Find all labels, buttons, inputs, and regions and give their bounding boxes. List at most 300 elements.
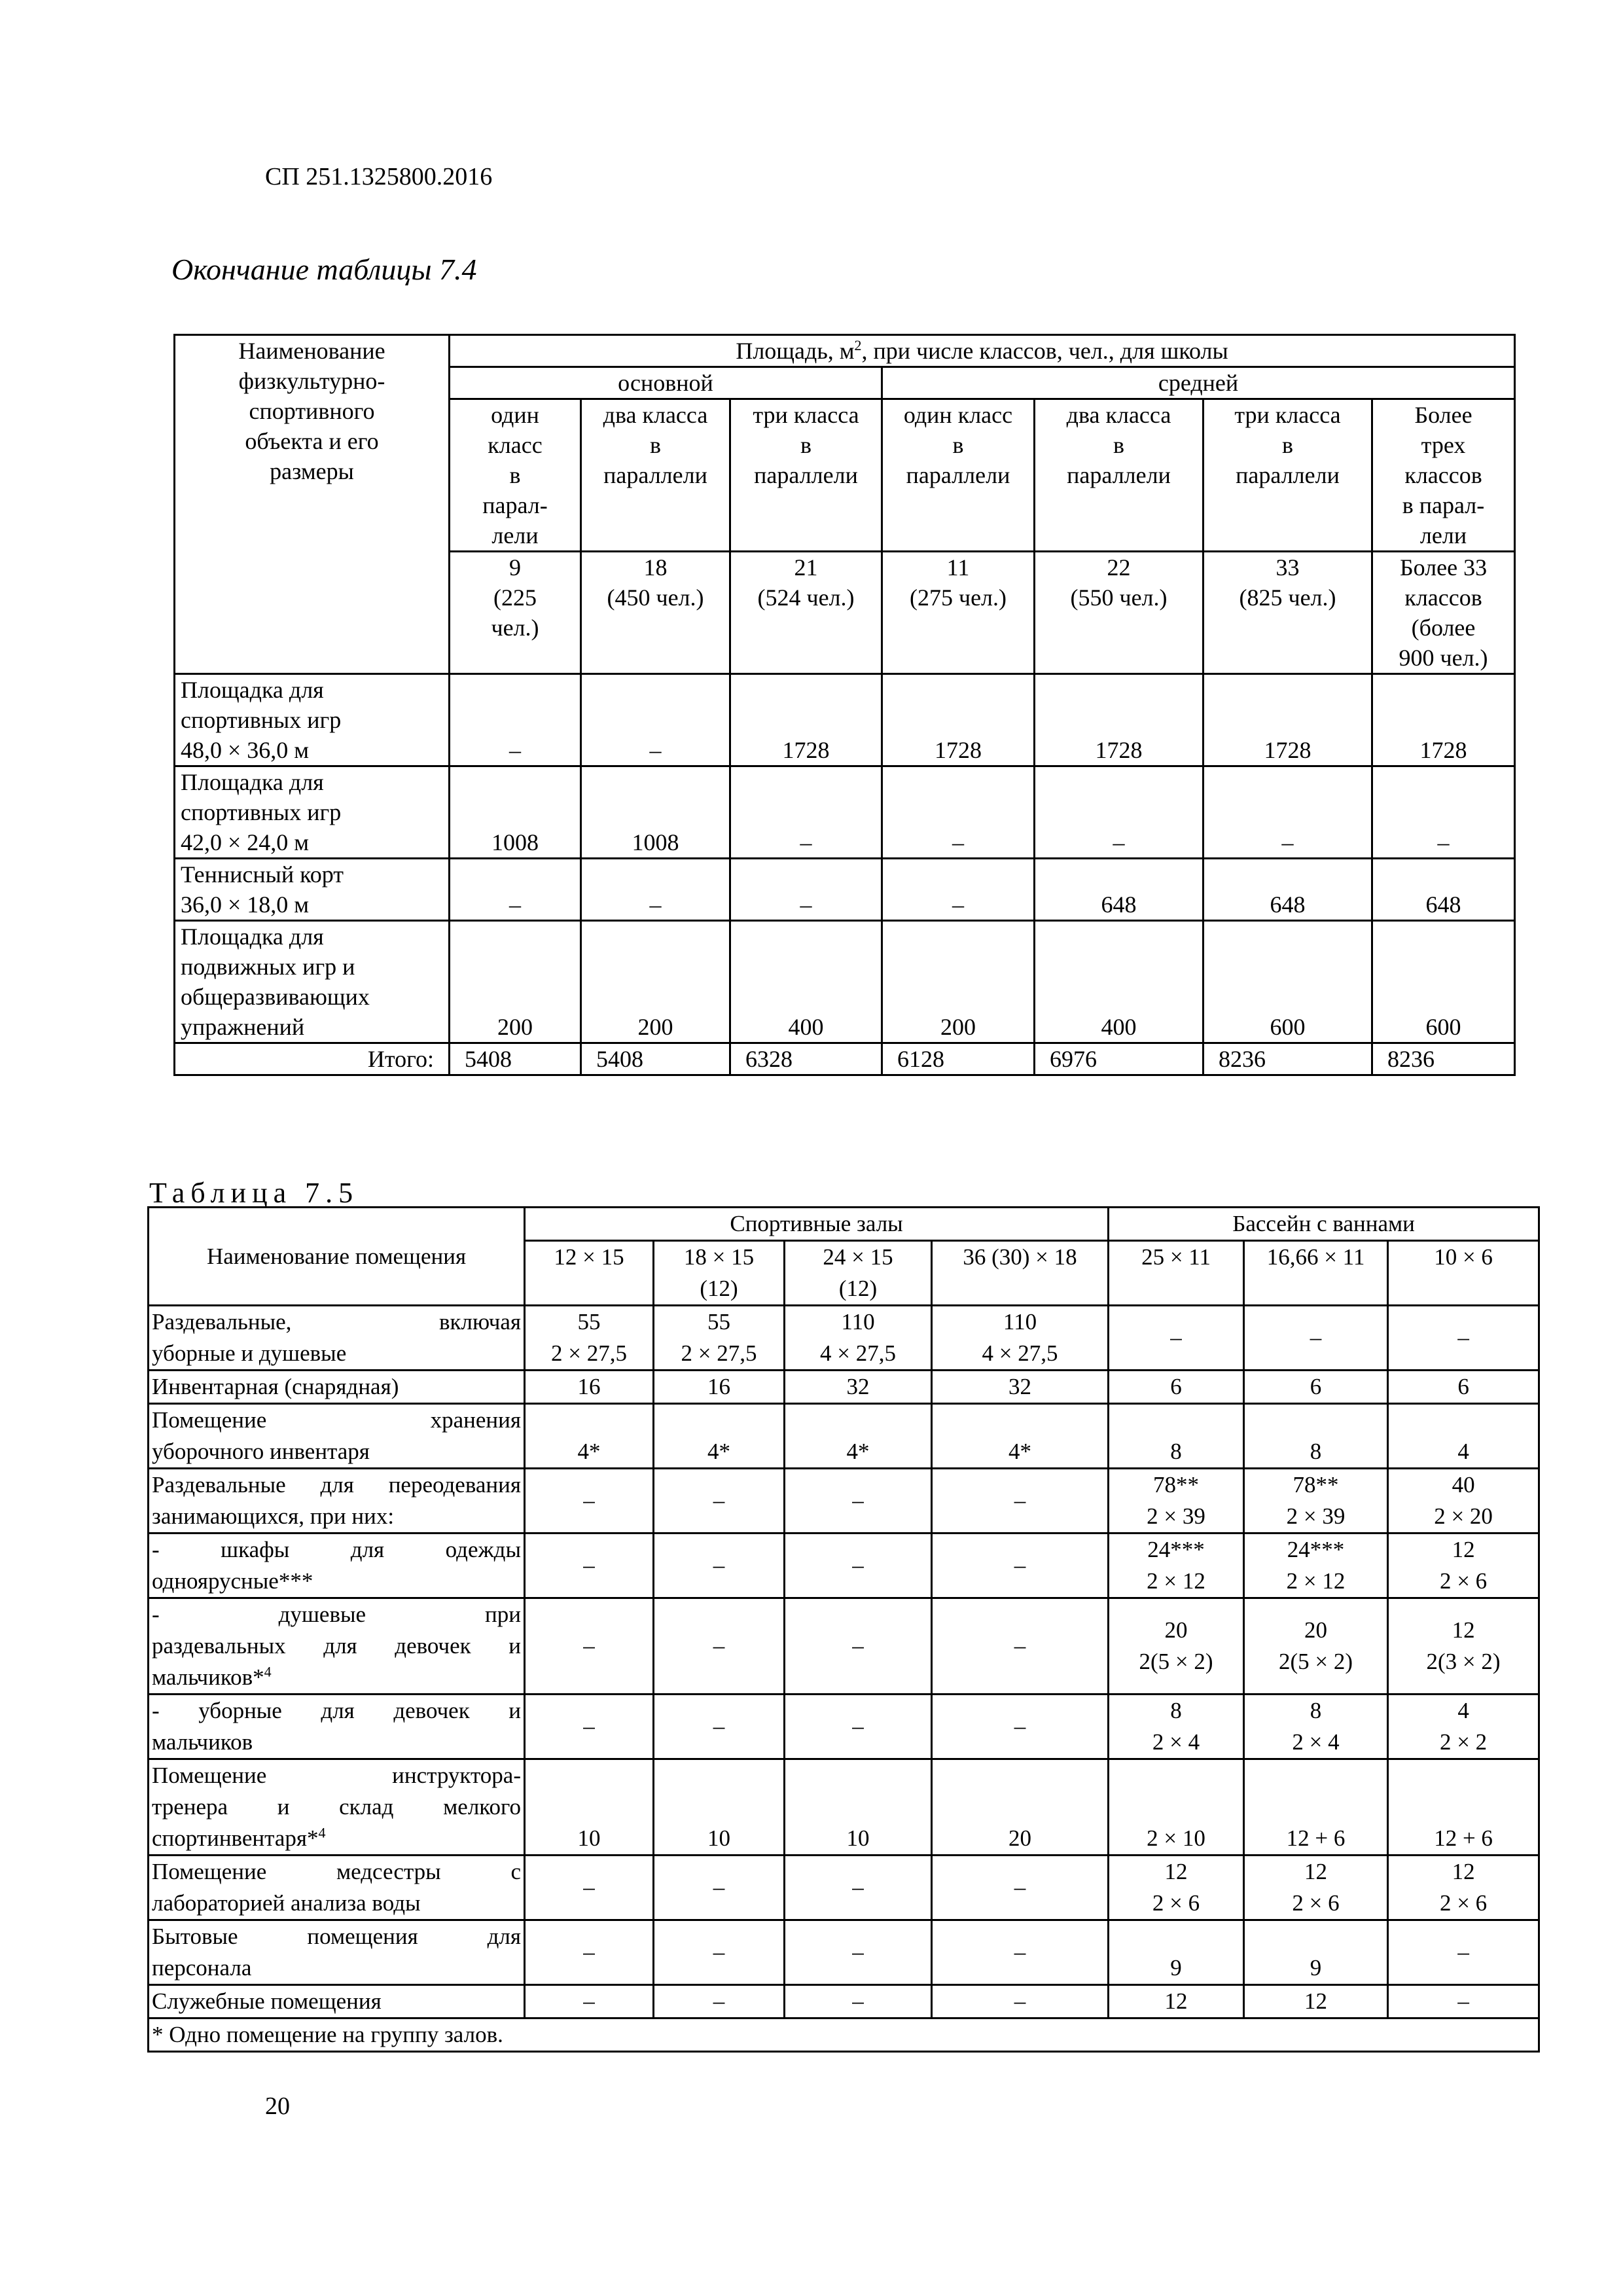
- column-size-cell: [932, 1241, 1109, 1306]
- cell-line: [152, 1823, 521, 1854]
- cell-line: 48,0 × 36,0 м: [181, 737, 310, 763]
- cell-line: (825 чел.): [1239, 584, 1336, 611]
- total-value-cell: 8236: [1372, 1043, 1515, 1075]
- column-title-cell: [1035, 399, 1204, 552]
- cell-line: 8: [1310, 1698, 1322, 1723]
- cell-line: два класса: [603, 402, 708, 428]
- cell-line: –: [583, 1633, 595, 1659]
- table-row: [149, 1856, 1539, 1920]
- cell-line: спортивных игр: [181, 799, 342, 825]
- cell-line: параллели: [754, 462, 858, 488]
- cell-line: –: [713, 1552, 725, 1578]
- cell-line: размеры: [270, 458, 354, 484]
- cell-line: –: [583, 1713, 595, 1739]
- row-label-cell: [149, 1306, 525, 1371]
- value-cell: 648: [1035, 859, 1204, 921]
- cell-line: Раздевальные, включая: [152, 1309, 521, 1335]
- cell-line: 32: [1008, 1374, 1032, 1399]
- cell-line: 2 × 6: [1152, 1890, 1200, 1916]
- value-cell: [525, 1469, 654, 1534]
- cell-line: –: [1014, 1488, 1026, 1513]
- value-cell: [785, 1920, 932, 1985]
- header-area-cell: [450, 335, 1515, 367]
- cell-line: –: [713, 1988, 725, 2014]
- value-cell: [654, 1985, 785, 2018]
- cell-line: 4 × 27,5: [982, 1340, 1058, 1366]
- table-7-5-caption: Таблица 7.5: [149, 1177, 359, 1209]
- value-cell: [1109, 1534, 1244, 1598]
- cell-line: параллели: [1067, 462, 1171, 488]
- value-cell: –: [730, 766, 882, 859]
- value-cell: [785, 1404, 932, 1469]
- value-cell: –: [882, 859, 1035, 921]
- group-basic-cell: основной: [450, 367, 882, 399]
- column-count-cell: [450, 552, 581, 674]
- cell-line-text: спортинвентаря*: [152, 1825, 319, 1851]
- value-cell: [1109, 1856, 1244, 1920]
- header-row: [149, 1208, 1539, 1241]
- cell-line: персонала: [152, 1955, 252, 1981]
- cell-line: три класса: [1234, 402, 1341, 428]
- cell-line: –: [1014, 1939, 1026, 1965]
- column-count-cell: [581, 552, 730, 674]
- table-row: [149, 1920, 1539, 1985]
- cell-line: 2 × 12: [1286, 1568, 1346, 1594]
- cell-line: 4*: [846, 1439, 870, 1464]
- cell-line: (12): [838, 1276, 878, 1301]
- cell-line: 2(5 × 2): [1139, 1649, 1213, 1674]
- cell-line: один класс: [903, 402, 1013, 428]
- value-cell: [525, 1371, 654, 1404]
- row-label-cell: [149, 1534, 525, 1598]
- cell-line: 4*: [1008, 1439, 1032, 1464]
- cell-line: 4: [1457, 1439, 1469, 1464]
- value-cell: –: [581, 859, 730, 921]
- cell-line: общеразвивающих: [181, 984, 370, 1010]
- cell-line: 10 × 6: [1434, 1244, 1493, 1270]
- value-cell: [654, 1404, 785, 1469]
- value-cell: 1728: [1372, 674, 1515, 766]
- cell-line: 4: [1457, 1698, 1469, 1723]
- value-cell: [1244, 1598, 1388, 1695]
- table-row: [175, 921, 1515, 1043]
- value-cell: [932, 1598, 1109, 1695]
- cell-line: 12 + 6: [1434, 1825, 1493, 1851]
- cell-line: –: [852, 1488, 864, 1513]
- cell-line: (550 чел.): [1070, 584, 1168, 611]
- cell-line: раздевальных для девочек и: [152, 1633, 521, 1659]
- area-header-text: , при числе классов, чел., для школы: [861, 338, 1228, 364]
- cell-line: лабораторией анализа воды: [152, 1890, 421, 1916]
- cell-line: один: [491, 402, 539, 428]
- cell-line: лели: [491, 522, 539, 548]
- cell-line: параллели: [603, 462, 707, 488]
- cell-line: –: [713, 1633, 725, 1659]
- cell-line: –: [713, 1488, 725, 1513]
- cell-line: тренера и склад мелкого: [152, 1794, 521, 1820]
- row-label-cell: [175, 859, 450, 921]
- table-row: [175, 859, 1515, 921]
- value-cell: 648: [1372, 859, 1515, 921]
- table-7-4: [173, 334, 1516, 1076]
- total-value-cell: 6328: [730, 1043, 882, 1075]
- value-cell: 200: [882, 921, 1035, 1043]
- total-value-cell: 6128: [882, 1043, 1035, 1075]
- value-cell: –: [1372, 766, 1515, 859]
- column-title-cell: [581, 399, 730, 552]
- value-cell: 600: [1372, 921, 1515, 1043]
- cell-line: 12 + 6: [1286, 1825, 1346, 1851]
- cell-line: (275 чел.): [909, 584, 1007, 611]
- table-row: [149, 1371, 1539, 1404]
- value-cell: [785, 1759, 932, 1856]
- cell-line: –: [583, 1488, 595, 1513]
- cell-line: 6: [1310, 1374, 1322, 1399]
- cell-line: мальчиков: [152, 1729, 253, 1755]
- value-cell: –: [450, 674, 581, 766]
- value-cell: [1244, 1695, 1388, 1759]
- cell-line: Раздевальные для переодевания: [152, 1472, 521, 1498]
- value-cell: [785, 1469, 932, 1534]
- cell-line: 12 × 15: [554, 1244, 624, 1270]
- column-count-cell: [730, 552, 882, 674]
- table-row: [149, 1598, 1539, 1695]
- value-cell: [525, 1920, 654, 1985]
- column-count-cell: [882, 552, 1035, 674]
- value-cell: [1244, 1759, 1388, 1856]
- cell-line: класс: [488, 432, 543, 458]
- cell-line: 2 × 2: [1439, 1729, 1488, 1755]
- cell-line: 36,0 × 18,0 м: [181, 891, 310, 918]
- value-cell: –: [1204, 766, 1372, 859]
- value-cell: [932, 1371, 1109, 1404]
- cell-line: 2 × 4: [1152, 1729, 1200, 1755]
- total-value-cell: 5408: [450, 1043, 581, 1075]
- value-cell: [932, 1759, 1109, 1856]
- cell-line: 24***: [1147, 1537, 1205, 1562]
- cell-line: Помещение инструктора-: [152, 1763, 521, 1788]
- cell-line: (450 чел.): [607, 584, 704, 611]
- cell-line: –: [1014, 1874, 1026, 1900]
- cell-line: –: [1457, 1939, 1469, 1965]
- cell-line: –: [583, 1552, 595, 1578]
- value-cell: [932, 1856, 1109, 1920]
- value-cell: 600: [1204, 921, 1372, 1043]
- cell-line: занимающихся, при них:: [152, 1503, 395, 1529]
- value-cell: [1109, 1371, 1244, 1404]
- cell-line: 25 × 11: [1141, 1244, 1211, 1270]
- cell-line: 12: [1304, 1859, 1328, 1884]
- cell-line: (225: [493, 584, 537, 611]
- cell-line: 12: [1164, 1859, 1188, 1884]
- cell-line: 16: [707, 1374, 730, 1399]
- cell-line: Бытовые помещения для: [152, 1924, 521, 1949]
- cell-line: 8: [1170, 1698, 1182, 1723]
- cell-line: в: [509, 462, 521, 488]
- cell-line: 2 × 6: [1292, 1890, 1340, 1916]
- cell-line: –: [1014, 1552, 1026, 1578]
- cell-line: подвижных игр и: [181, 954, 355, 980]
- table-row: [149, 1306, 1539, 1371]
- table-7-4-caption: Окончание таблицы 7.4: [171, 253, 477, 286]
- row-label-cell: [149, 1856, 525, 1920]
- table-row: [149, 1759, 1539, 1856]
- cell-line: 40: [1452, 1472, 1475, 1498]
- cell-line: –: [1014, 1713, 1026, 1739]
- value-cell: [654, 1856, 785, 1920]
- cell-line: Площадка для: [181, 677, 324, 703]
- cell-line: 2 × 12: [1147, 1568, 1205, 1594]
- table-row: [149, 1695, 1539, 1759]
- table-row: [175, 674, 1515, 766]
- cell-line: –: [852, 1713, 864, 1739]
- group-pool-cell: Бассейн с ваннами: [1109, 1208, 1539, 1241]
- table-row: [149, 1534, 1539, 1598]
- value-cell: [932, 1469, 1109, 1534]
- value-cell: [1244, 1371, 1388, 1404]
- value-cell: [654, 1695, 785, 1759]
- cell-line: 110: [1003, 1309, 1037, 1335]
- value-cell: [1244, 1404, 1388, 1469]
- value-cell: [525, 1985, 654, 2018]
- footnote-marker: 4: [318, 1824, 326, 1841]
- value-cell: 1728: [1035, 674, 1204, 766]
- cell-line: 12: [1304, 1988, 1328, 2014]
- column-title-cell: [450, 399, 581, 552]
- cell-line: (более: [1411, 615, 1476, 641]
- cell-line: 78**: [1153, 1472, 1200, 1498]
- cell-line: 4*: [707, 1439, 730, 1464]
- row-label-cell: [149, 1985, 525, 2018]
- value-cell: [785, 1985, 932, 2018]
- value-cell: 200: [581, 921, 730, 1043]
- cell-line: Площадка для: [181, 769, 324, 795]
- value-cell: –: [581, 674, 730, 766]
- column-count-cell: [1372, 552, 1515, 674]
- row-label-cell: [175, 921, 450, 1043]
- cell-line: 32: [846, 1374, 870, 1399]
- value-cell: [785, 1598, 932, 1695]
- cell-line: 6: [1457, 1374, 1469, 1399]
- column-count-cell: [1035, 552, 1204, 674]
- cell-line: –: [852, 1988, 864, 2014]
- cell-line: в: [1113, 432, 1124, 458]
- cell-line: –: [852, 1939, 864, 1965]
- value-cell: [785, 1306, 932, 1371]
- table-row: [149, 1404, 1539, 1469]
- cell-line: 10: [707, 1825, 730, 1851]
- cell-line: - уборные для девочек и: [152, 1698, 521, 1723]
- table-row: [149, 1469, 1539, 1534]
- value-cell: [1388, 1759, 1539, 1856]
- cell-line: 18 × 15: [683, 1244, 755, 1270]
- cell-line: (524 чел.): [757, 584, 855, 611]
- value-cell: [1388, 1306, 1539, 1371]
- value-cell: [525, 1759, 654, 1856]
- cell-line: 900 чел.): [1399, 645, 1488, 671]
- value-cell: [1388, 1695, 1539, 1759]
- cell-line: 20: [1304, 1617, 1328, 1643]
- column-count-cell: [1204, 552, 1372, 674]
- column-size-cell: [525, 1241, 654, 1306]
- value-cell: [1388, 1469, 1539, 1534]
- cell-line: 12: [1452, 1617, 1475, 1643]
- document-code: СП 251.1325800.2016: [265, 163, 493, 190]
- value-cell: [785, 1695, 932, 1759]
- value-cell: [1244, 1985, 1388, 2018]
- cell-line: 22: [1107, 554, 1131, 581]
- value-cell: [1388, 1598, 1539, 1695]
- cell-line: 24***: [1287, 1537, 1345, 1562]
- total-value-cell: 6976: [1035, 1043, 1204, 1075]
- value-cell: [785, 1856, 932, 1920]
- row-label-cell: [149, 1371, 525, 1404]
- value-cell: 1008: [581, 766, 730, 859]
- value-cell: [1244, 1534, 1388, 1598]
- cell-line: два класса: [1066, 402, 1171, 428]
- cell-line: 33: [1275, 554, 1300, 581]
- cell-line: –: [1170, 1325, 1182, 1350]
- column-title-cell: [882, 399, 1035, 552]
- cell-line: –: [852, 1874, 864, 1900]
- header-name-cell: Наименование помещения: [149, 1208, 525, 1306]
- value-cell: [1109, 1920, 1244, 1985]
- cell-line: –: [1457, 1325, 1469, 1350]
- cell-line: 2 × 39: [1286, 1503, 1346, 1529]
- value-cell: 400: [1035, 921, 1204, 1043]
- value-cell: [1388, 1404, 1539, 1469]
- value-cell: –: [450, 859, 581, 921]
- value-cell: [525, 1856, 654, 1920]
- group-halls-cell: Спортивные залы: [525, 1208, 1109, 1241]
- cell-line: 2 × 27,5: [681, 1340, 757, 1366]
- cell-line: 2 × 6: [1439, 1890, 1488, 1916]
- area-header-text: Площадь, м: [736, 338, 855, 364]
- cell-line: 2 × 6: [1439, 1568, 1488, 1594]
- total-value-cell: 8236: [1204, 1043, 1372, 1075]
- cell-line: 6: [1170, 1374, 1182, 1399]
- cell-line: –: [852, 1633, 864, 1659]
- cell-line: 8: [1170, 1439, 1182, 1464]
- cell-line: 110: [841, 1309, 875, 1335]
- value-cell: [1109, 1469, 1244, 1534]
- value-cell: 400: [730, 921, 882, 1043]
- column-size-cell: [1109, 1241, 1244, 1306]
- cell-line: Служебные помещения: [152, 1988, 382, 2014]
- cell-line: 11: [946, 554, 970, 581]
- cell-line: 20: [1164, 1617, 1188, 1643]
- cell-line: параллели: [906, 462, 1010, 488]
- cell-line: –: [583, 1988, 595, 2014]
- value-cell: 1728: [882, 674, 1035, 766]
- cell-line: –: [1310, 1325, 1322, 1350]
- cell-line: Наименование: [238, 338, 385, 364]
- area-header-sup: 2: [854, 337, 862, 353]
- cell-line: лели: [1419, 522, 1467, 548]
- row-label-cell: [175, 766, 450, 859]
- value-cell: [1388, 1985, 1539, 2018]
- value-cell: [525, 1695, 654, 1759]
- value-cell: [525, 1598, 654, 1695]
- cell-line: 2 × 4: [1292, 1729, 1340, 1755]
- value-cell: [1388, 1534, 1539, 1598]
- cell-line: 2 × 20: [1434, 1503, 1493, 1529]
- value-cell: 648: [1204, 859, 1372, 921]
- cell-line: –: [713, 1713, 725, 1739]
- cell-line: 9: [509, 554, 521, 581]
- cell-line: 12: [1452, 1537, 1475, 1562]
- header-row: [175, 335, 1515, 367]
- cell-line: Помещение хранения: [152, 1407, 521, 1433]
- cell-line: 10: [846, 1825, 870, 1851]
- cell-line: –: [852, 1552, 864, 1578]
- page-number: 20: [265, 2092, 290, 2120]
- cell-line: 8: [1310, 1439, 1322, 1464]
- value-cell: [1244, 1920, 1388, 1985]
- cell-line: три класса: [753, 402, 859, 428]
- cell-line: 2 × 10: [1147, 1825, 1205, 1851]
- cell-line: –: [713, 1874, 725, 1900]
- value-cell: 1008: [450, 766, 581, 859]
- value-cell: [654, 1469, 785, 1534]
- value-cell: [1388, 1920, 1539, 1985]
- cell-line: 16,66 × 11: [1266, 1244, 1365, 1270]
- value-cell: –: [882, 766, 1035, 859]
- column-size-cell: [1388, 1241, 1539, 1306]
- value-cell: 1728: [1204, 674, 1372, 766]
- value-cell: [525, 1404, 654, 1469]
- cell-line: 36 (30) × 18: [963, 1244, 1077, 1270]
- column-title-cell: [1204, 399, 1372, 552]
- cell-line: классов: [1404, 584, 1482, 611]
- value-cell: [525, 1306, 654, 1371]
- value-cell: [1244, 1856, 1388, 1920]
- cell-line: 55: [707, 1309, 730, 1335]
- value-cell: –: [730, 859, 882, 921]
- cell-line: чел.): [491, 615, 539, 641]
- cell-line: параллели: [1236, 462, 1340, 488]
- value-cell: [1109, 1598, 1244, 1695]
- cell-line: 9: [1310, 1955, 1322, 1981]
- footnote-row: [149, 2018, 1539, 2052]
- value-cell: [1244, 1306, 1388, 1371]
- value-cell: [654, 1920, 785, 1985]
- cell-line: Помещение медсестры с: [152, 1859, 521, 1884]
- cell-line: 4 × 27,5: [820, 1340, 896, 1366]
- cell-line: 2(3 × 2): [1426, 1649, 1501, 1674]
- value-cell: [932, 1920, 1109, 1985]
- row-label-cell: [149, 1598, 525, 1695]
- column-title-cell: [730, 399, 882, 552]
- cell-line: 42,0 × 24,0 м: [181, 829, 310, 855]
- cell-line: в: [650, 432, 661, 458]
- cell-line: –: [1014, 1633, 1026, 1659]
- cell-line: 12: [1452, 1859, 1475, 1884]
- cell-line: одноярусные***: [152, 1568, 313, 1594]
- cell-line: - душевые при: [152, 1602, 521, 1627]
- cell-line: Более 33: [1399, 554, 1488, 581]
- row-label-cell: [175, 674, 450, 766]
- cell-line: –: [1457, 1988, 1469, 2014]
- value-cell: 200: [450, 921, 581, 1043]
- column-size-cell: [1244, 1241, 1388, 1306]
- cell-line: Площадка для: [181, 924, 324, 950]
- value-cell: [932, 1404, 1109, 1469]
- value-cell: [1388, 1371, 1539, 1404]
- column-size-cell: [785, 1241, 932, 1306]
- value-cell: [654, 1534, 785, 1598]
- footnote-cell: * Одно помещение на группу залов.: [149, 2018, 1539, 2052]
